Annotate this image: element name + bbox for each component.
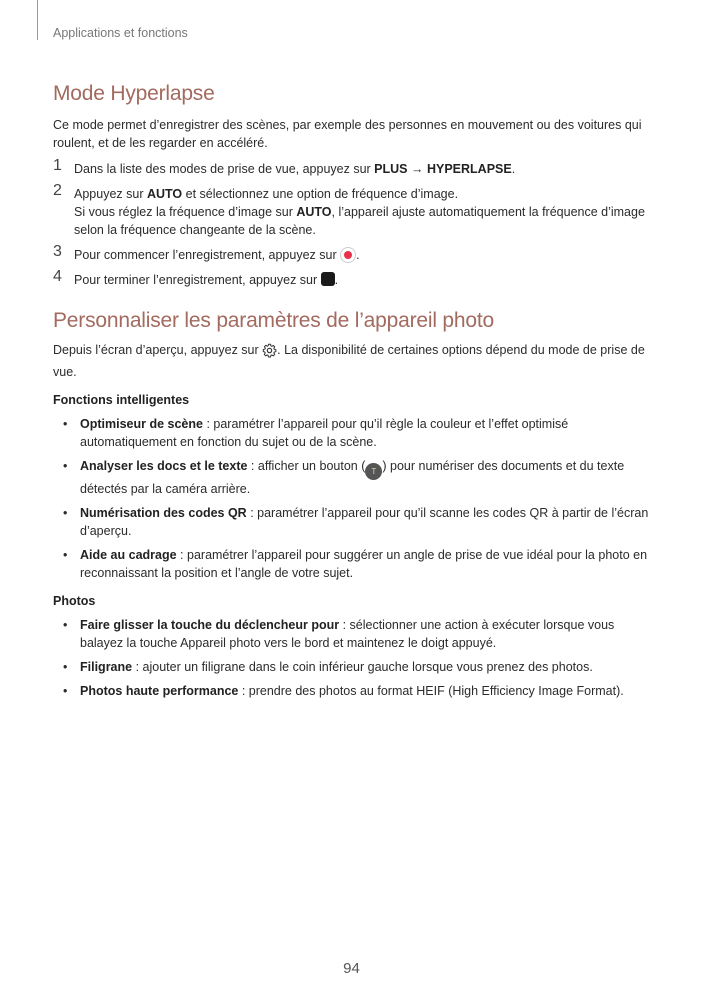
step-number: 3 [53, 243, 62, 260]
section-title-hyperlapse: Mode Hyperlapse [53, 82, 215, 105]
running-header: Applications et fonctions [53, 26, 188, 40]
smart-list [53, 415, 653, 582]
gear-icon [262, 343, 277, 363]
page-content [53, 82, 653, 706]
list-item: • Analyser les docs et le texte : afficher un bouton ( T ) pour numériser des documents et du texte détectés par la caméra arrière. [63, 459, 625, 496]
step-number: 1 [53, 157, 62, 174]
list-item: • Photos haute performance : prendre des photos au format HEIF (High Efficiency Image Format). [63, 684, 624, 698]
step-number: 4 [53, 268, 62, 285]
page-number: 94 [343, 960, 360, 977]
hyperlapse-intro: Ce mode permet d’enregistrer des scènes, par exemple des personnes en mouvement ou des voitures qui roulent, et de les regarder en accéléré. [53, 118, 642, 150]
step-number: 2 [53, 182, 62, 199]
step-1: 1 Dans la liste des modes de prise de vue, appuyez sur PLUS → HYPERLAPSE. [53, 157, 516, 176]
header-rule [37, 0, 38, 40]
scan-text-icon: T [365, 463, 382, 480]
record-icon [340, 247, 356, 263]
photos-list [53, 616, 653, 700]
list-item: • Aide au cadrage : paramétrer l’appareil pour suggérer un angle de prise de vue idéal pour la photo en reconnaissant la position et l’angle de votre sujet. [63, 548, 648, 580]
menu-hyperlapse: HYPERLAPSE [426, 162, 512, 176]
list-item: • Faire glisser la touche du déclencheur pour : sélectionner une action à exécuter lorsque vous balayez la touche Appareil photo vers le bord et maintenez le doigt appuyé. [63, 618, 615, 650]
menu-plus: PLUS [374, 162, 408, 176]
subheading-photos: Photos [53, 594, 96, 608]
step-2: 2 Appuyez sur AUTO et sélectionnez une option de fréquence d’image. Si vous réglez la fréquence d’image sur AUTO, l’appareil ajuste automatiquement la fréquence d’image selon la fréquence changeante de la scène. [53, 182, 645, 237]
list-item: • Optimiseur de scène : paramétrer l’appareil pour qu’il règle la couleur et l’effet optimisé automatiquement en fonction du sujet ou de la scène. [63, 417, 569, 449]
hyperlapse-steps [53, 157, 653, 289]
settings-desc: Depuis l’écran d’aperçu, appuyez sur . La disponibilité de certaines options dépend du mode de prise de vue. [53, 343, 645, 379]
list-item: • Numérisation des codes QR : paramétrer l’appareil pour qu’il scanne les codes QR à partir de l’écran d’aperçu. [63, 506, 649, 538]
stop-icon [321, 272, 335, 286]
step-4: 4 Pour terminer l’enregistrement, appuyez sur . [53, 268, 339, 287]
list-item: • Filigrane : ajouter un filigrane dans le coin inférieur gauche lorsque vous prenez des photos. [63, 660, 593, 674]
step-3: 3 Pour commencer l’enregistrement, appuyez sur . [53, 243, 360, 262]
section-title-settings: Personnaliser les paramètres de l’appareil photo [53, 309, 494, 332]
subheading-smart: Fonctions intelligentes [53, 393, 190, 407]
